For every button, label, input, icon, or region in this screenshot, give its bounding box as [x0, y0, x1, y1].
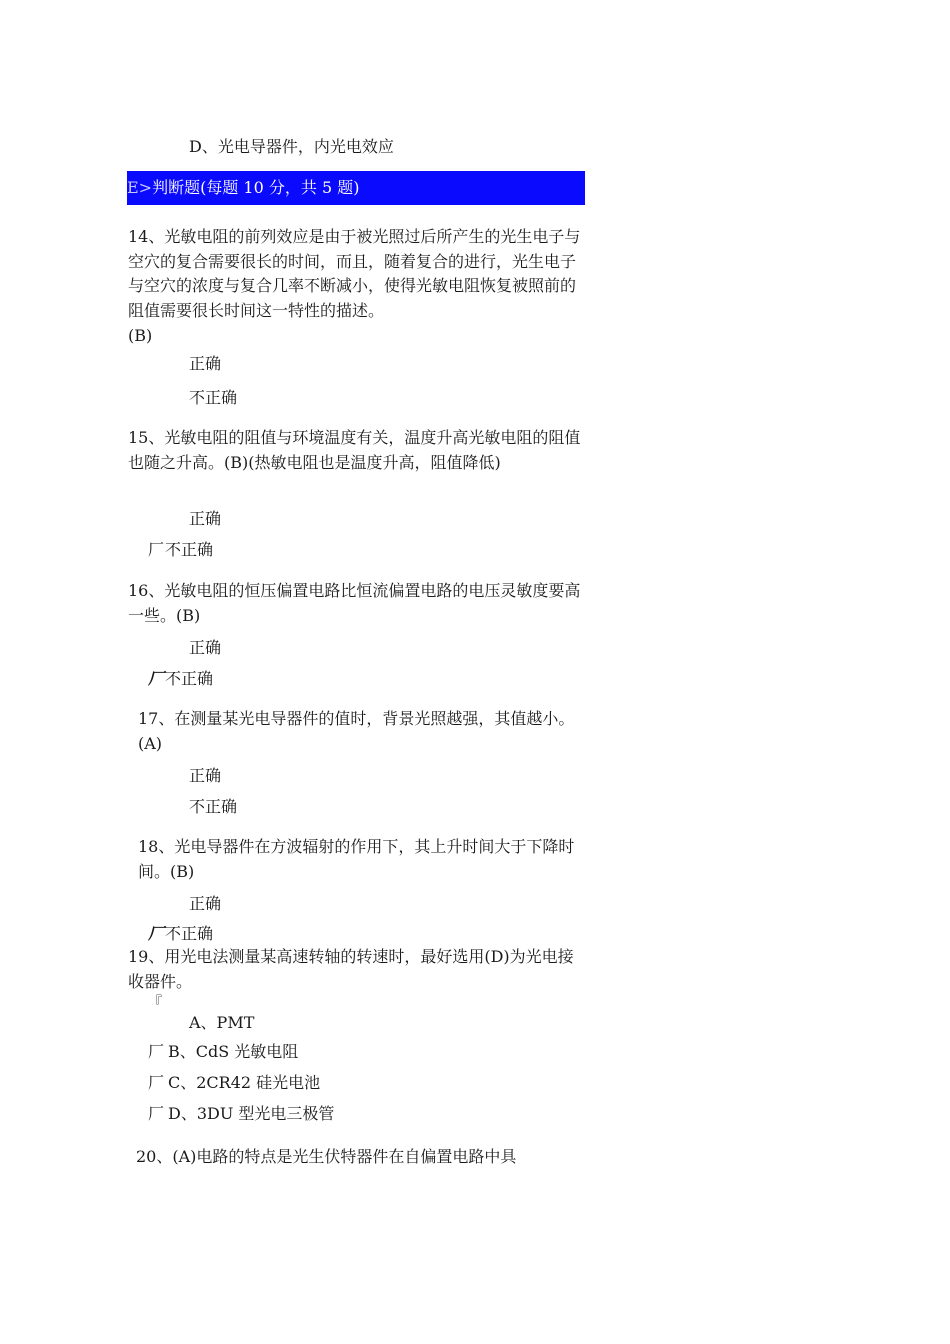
question-19-radio-a-icon[interactable]: 『 — [148, 995, 162, 1011]
question-15-option-true[interactable]: 正确 — [189, 509, 222, 528]
question-14-answer: (B) — [128, 326, 153, 345]
question-19-option-a[interactable]: A、PMT — [189, 1013, 255, 1032]
question-18-option-true[interactable]: 正确 — [189, 894, 222, 913]
question-16-option-false[interactable]: 不正确 — [165, 669, 214, 688]
question-19-option-d[interactable]: D、3DU 型光电三极管 — [168, 1104, 335, 1123]
question-15-text: 15、光敏电阻的阻值与环境温度有关，温度升高光敏电阻的阻值也随之升高。(B)(热敏电阻也是温度升高，阻值降低) — [128, 428, 581, 472]
question-14-option-true[interactable]: 正确 — [189, 354, 222, 373]
section-title: 判断题(每题 10 分，共 5 题) — [152, 178, 360, 197]
question-19-radio-b-icon[interactable]: 厂 — [148, 1042, 165, 1061]
question-16-option-true[interactable]: 正确 — [189, 638, 222, 657]
question-19-option-c[interactable]: C、2CR42 硅光电池 — [168, 1073, 321, 1092]
question-17-option-true[interactable]: 正确 — [189, 766, 222, 785]
question-18-text: 18、光电导器件在方波辐射的作用下，其上升时间大于下降时间。(B) — [138, 837, 575, 881]
question-14-option-false[interactable]: 不正确 — [189, 388, 238, 407]
question-18-option-false[interactable]: 不正确 — [165, 924, 214, 943]
question-19-text: 19、用光电法测量某高速转轴的转速时，最好选用(D)为光电接收器件。 — [128, 947, 574, 991]
section-prefix: E> — [127, 178, 153, 197]
question-17-option-false[interactable]: 不正确 — [189, 797, 238, 816]
question-20-text: 20、(A)电路的特点是光生伏特器件在自偏置电路中具 — [136, 1147, 517, 1166]
question-19-radio-c-icon[interactable]: 厂 — [148, 1073, 165, 1092]
previous-option-d: D、光电导器件，内光电效应 — [189, 137, 394, 156]
section-banner — [127, 171, 585, 205]
question-17-text: 17、在测量某光电导器件的值时，背景光照越强，其值越小。(A) — [138, 709, 575, 753]
question-18-radio-icon[interactable]: 厂 — [148, 924, 165, 943]
question-15-radio-icon[interactable]: 厂 — [148, 540, 165, 559]
question-19-radio-d-icon[interactable]: 厂 — [148, 1104, 165, 1123]
question-15-option-false[interactable]: 不正确 — [165, 540, 214, 559]
question-16-text: 16、光敏电阻的恒压偏置电路比恒流偏置电路的电压灵敏度要高一些。(B) — [128, 581, 581, 625]
question-14-text: 14、光敏电阻的前列效应是由于被光照过后所产生的光生电子与空穴的复合需要很长的时间，而且，随着复合的进行，光生电子与空穴的浓度与复合几率不断减小，使得光敏电阻恢复被照前的阻值需要很长时间这一特性的描述。 — [128, 227, 581, 320]
question-16-radio-icon[interactable]: 厂 — [148, 669, 165, 688]
question-19-option-b[interactable]: B、CdS 光敏电阻 — [168, 1042, 299, 1061]
